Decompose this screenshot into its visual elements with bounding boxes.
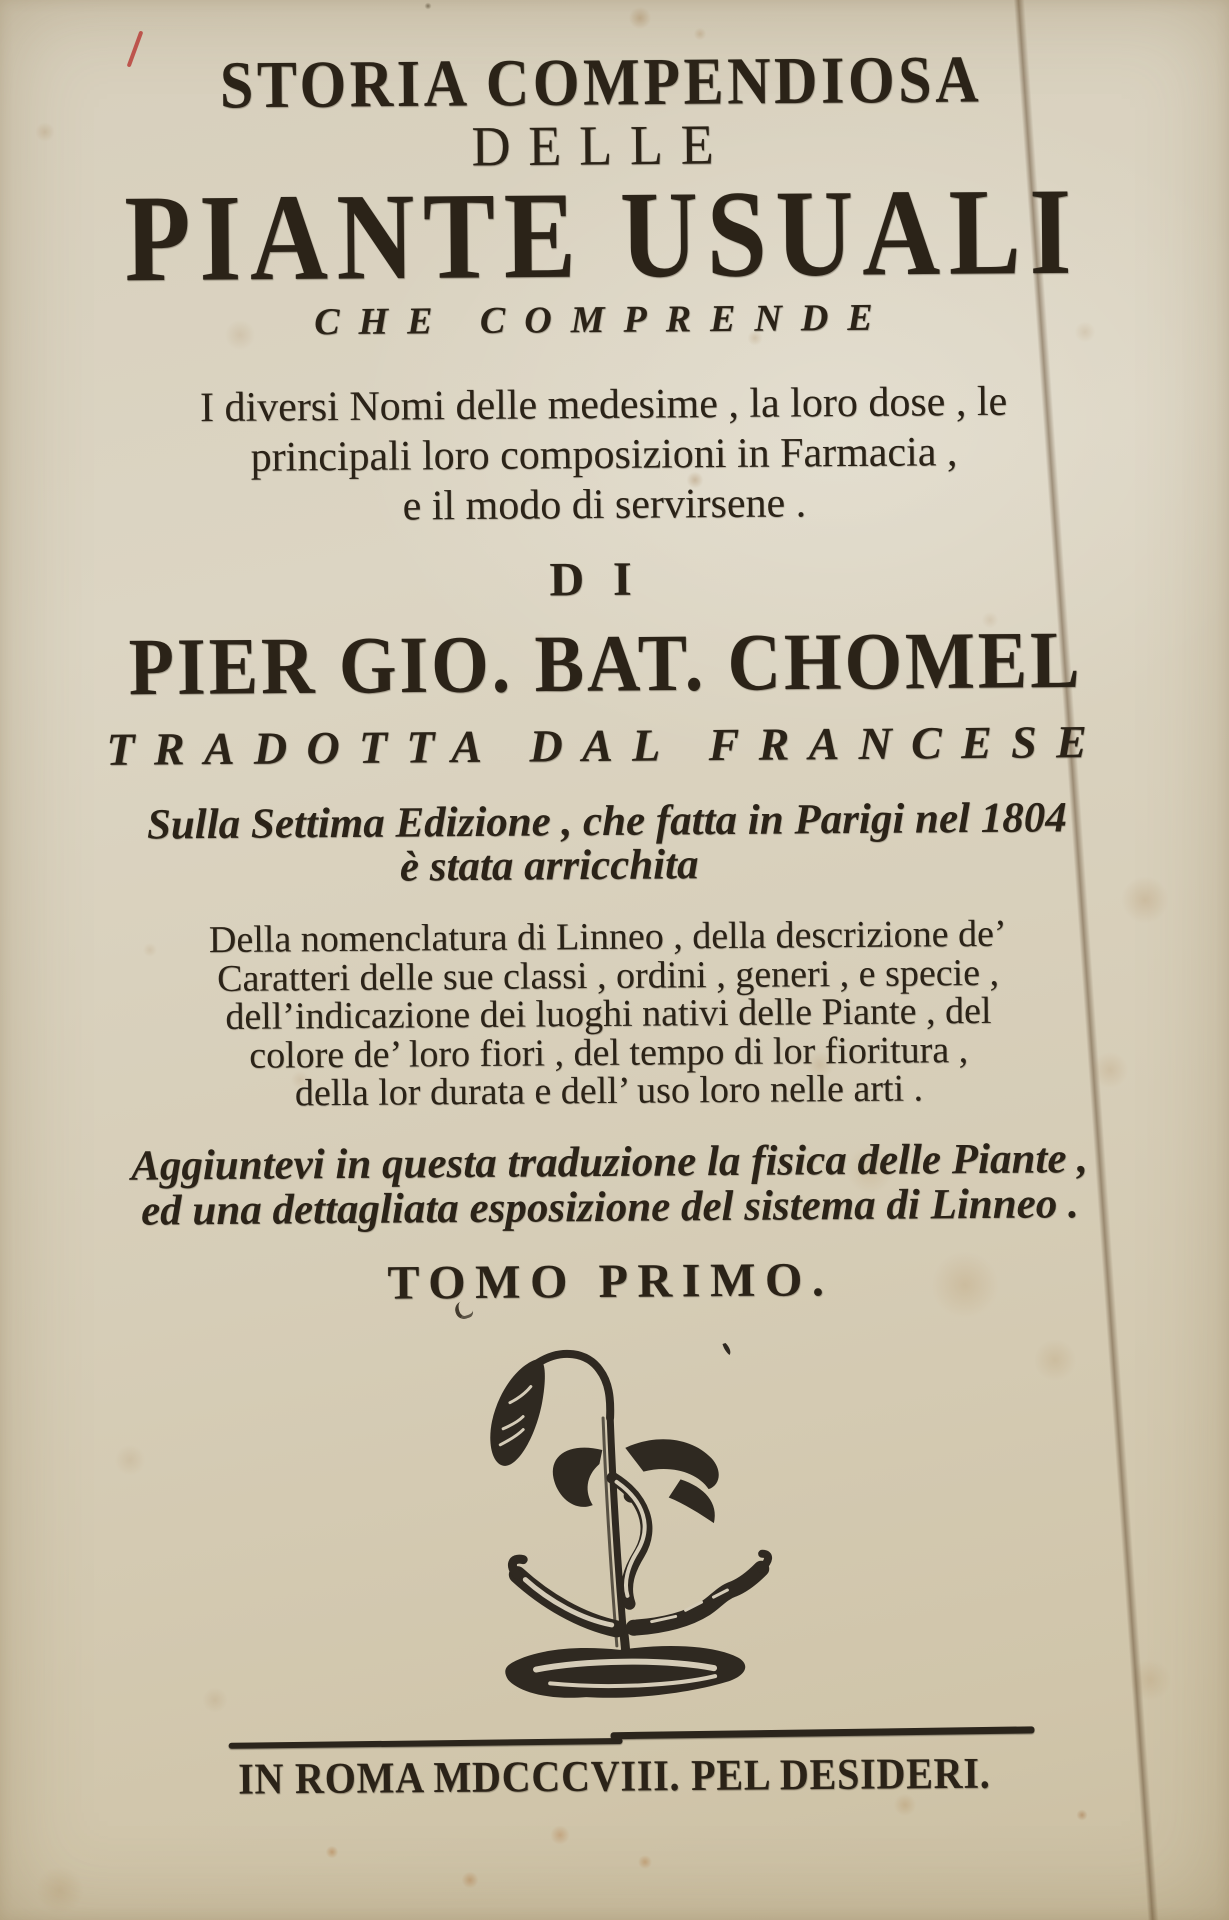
edition-note <box>0 795 1215 893</box>
text-line: Sulla Settima Edizione , che fatta in Parigi nel 1804 <box>146 794 1067 849</box>
text-line: ed una dettagliata esposizione del sistema di Linneo . <box>140 1180 1079 1235</box>
volume-label: TOMO PRIMO. <box>387 1253 834 1310</box>
text-line: I diversi Nomi delle medesime , la loro dose , le <box>199 378 1008 432</box>
text-line: è stata arricchita <box>399 841 699 891</box>
title-connector: DELLE <box>471 112 732 179</box>
contents-summary <box>0 375 1212 535</box>
imprint-line: IN ROMA MDCCCVIII. PEL DESIDERI. <box>238 1748 991 1804</box>
plant-woodcut-vignette <box>381 1330 826 1733</box>
text-line: colore de’ loro fiori , del tempo di lor fioritura , <box>249 1028 969 1077</box>
subtitle-che-comprende: CHE COMPRENDE <box>314 296 892 344</box>
di-label: DI <box>549 552 661 607</box>
enrichment-description <box>0 913 1216 1115</box>
series-title: STORIA COMPENDIOSA <box>219 42 983 122</box>
imprint-rule-left <box>229 1738 623 1749</box>
text-line: dell’indicazione dei luoghi nativi delle Piante , del <box>225 989 992 1038</box>
text-line: della lor durata e dell’ uso loro nelle arti . <box>294 1067 924 1115</box>
translation-note: TRADOTTA DAL FRANCESE <box>106 716 1107 775</box>
text-line: e il modo di servirsene . <box>402 480 807 530</box>
translation-additions <box>2 1135 1218 1235</box>
text-line: Della nomenclatura di Linneo , della descrizione de’ <box>208 912 1007 962</box>
text-line: Aggiuntevi in questa traduzione la fisica delle Piante , <box>130 1135 1089 1190</box>
text-line: Caratteri delle sue classi , ordini , generi , e specie , <box>216 951 1000 1000</box>
main-title: PIANTE USUALI <box>124 163 1081 308</box>
author-name: PIER GIO. BAT. CHOMEL <box>128 615 1083 713</box>
text-line: principali loro composizioni in Farmacia , <box>250 429 958 481</box>
